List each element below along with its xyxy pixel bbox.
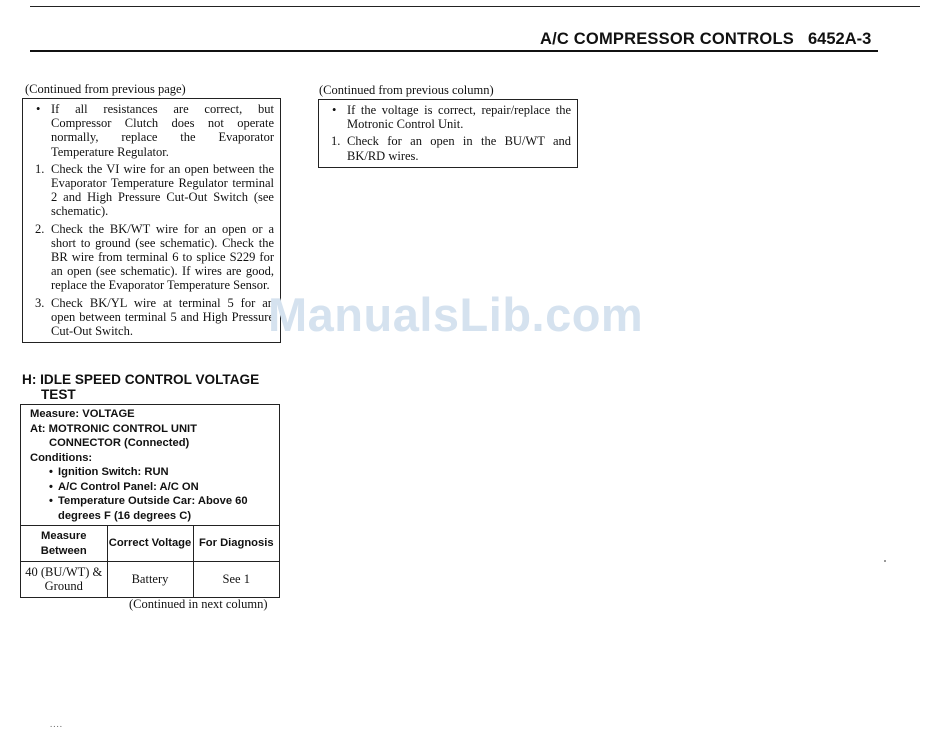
section-heading (22, 373, 259, 402)
list-item (323, 103, 571, 131)
list-item (27, 296, 274, 339)
step-number: 1. (35, 161, 45, 176)
item-text: Check BK/YL wire at terminal 5 for an open between terminal 5 and High Pressure Cut-Out Switch. (51, 295, 274, 339)
measure-label: Measure: VOLTAGE (30, 408, 135, 420)
conditions-label: Conditions: (30, 451, 93, 464)
top-rule (30, 6, 920, 7)
header-rule (30, 50, 878, 52)
list-item (27, 162, 274, 219)
item-text: If the voltage is correct, repair/replace the Motronic Control Unit. (347, 103, 571, 132)
bullet-marker: • (36, 102, 41, 116)
column-header: For Diagnosis (193, 526, 279, 562)
condition-item: • Ignition Switch: RUN (49, 466, 169, 478)
page-number: 6452A-3 (808, 30, 872, 48)
continued-from-note: (Continued from previous page) (25, 82, 186, 96)
measurement-table (21, 525, 279, 597)
diagnosis-box-right (318, 99, 578, 168)
watermark: ManualsLib.com (268, 288, 644, 341)
at-label: At: MOTRONIC CONTROL UNIT (30, 422, 197, 435)
step-number: 1. (331, 134, 341, 149)
list-item (27, 102, 274, 159)
item-text: Check for an open in the BU/WT and BK/RD wires. (347, 134, 571, 163)
table-cell: Battery (107, 562, 193, 597)
item-text: If all resistances are correct, but Compressor Clutch does not operate normally, replace the Evaporator Temperature Regulator. (51, 102, 274, 159)
continued-next-note: (Continued in next column) (129, 597, 268, 611)
table-header-row (21, 526, 279, 562)
scan-speck (884, 560, 886, 562)
footer-mark: .... (50, 719, 63, 729)
condition-item: • Temperature Outside Car: Above 60 degrees F (16 degrees C) (49, 495, 248, 522)
section-heading-line2: TEST (41, 386, 76, 402)
page-title: A/C COMPRESSOR CONTROLS (540, 30, 794, 48)
list-item (323, 134, 571, 162)
section-heading-line1: H: IDLE SPEED CONTROL VOLTAGE (22, 372, 260, 387)
step-number: 2. (35, 221, 45, 236)
bullet-marker: • (332, 103, 337, 117)
at-label-cont: CONNECTOR (Connected) (49, 437, 190, 449)
item-text: Check the VI wire for an open between the Evaporator Temperature Regulator terminal 2 and High Pressure Cut-Out Switch (see schematic). (51, 161, 274, 219)
diagnosis-box-left (22, 98, 281, 343)
table-cell: See 1 (193, 562, 279, 597)
table-row (21, 562, 279, 597)
list-item (27, 222, 274, 293)
continued-from-note: (Continued from previous column) (319, 83, 494, 97)
item-text: Check the BK/WT wire for an open or a short to ground (see schematic). Check the BR wire from terminal 6 to splice S229 for an open (see schematic). If wires are good, replace the Evaporator Temperature Sensor. (51, 221, 274, 293)
step-number: 3. (35, 295, 45, 310)
test-procedure-box (20, 404, 280, 598)
table-cell: 40 (BU/WT) & Ground (21, 562, 107, 597)
column-header: Measure Between (21, 526, 107, 562)
column-header: Correct Voltage (107, 526, 193, 562)
test-conditions (21, 405, 279, 525)
condition-item: • A/C Control Panel: A/C ON (49, 480, 199, 493)
